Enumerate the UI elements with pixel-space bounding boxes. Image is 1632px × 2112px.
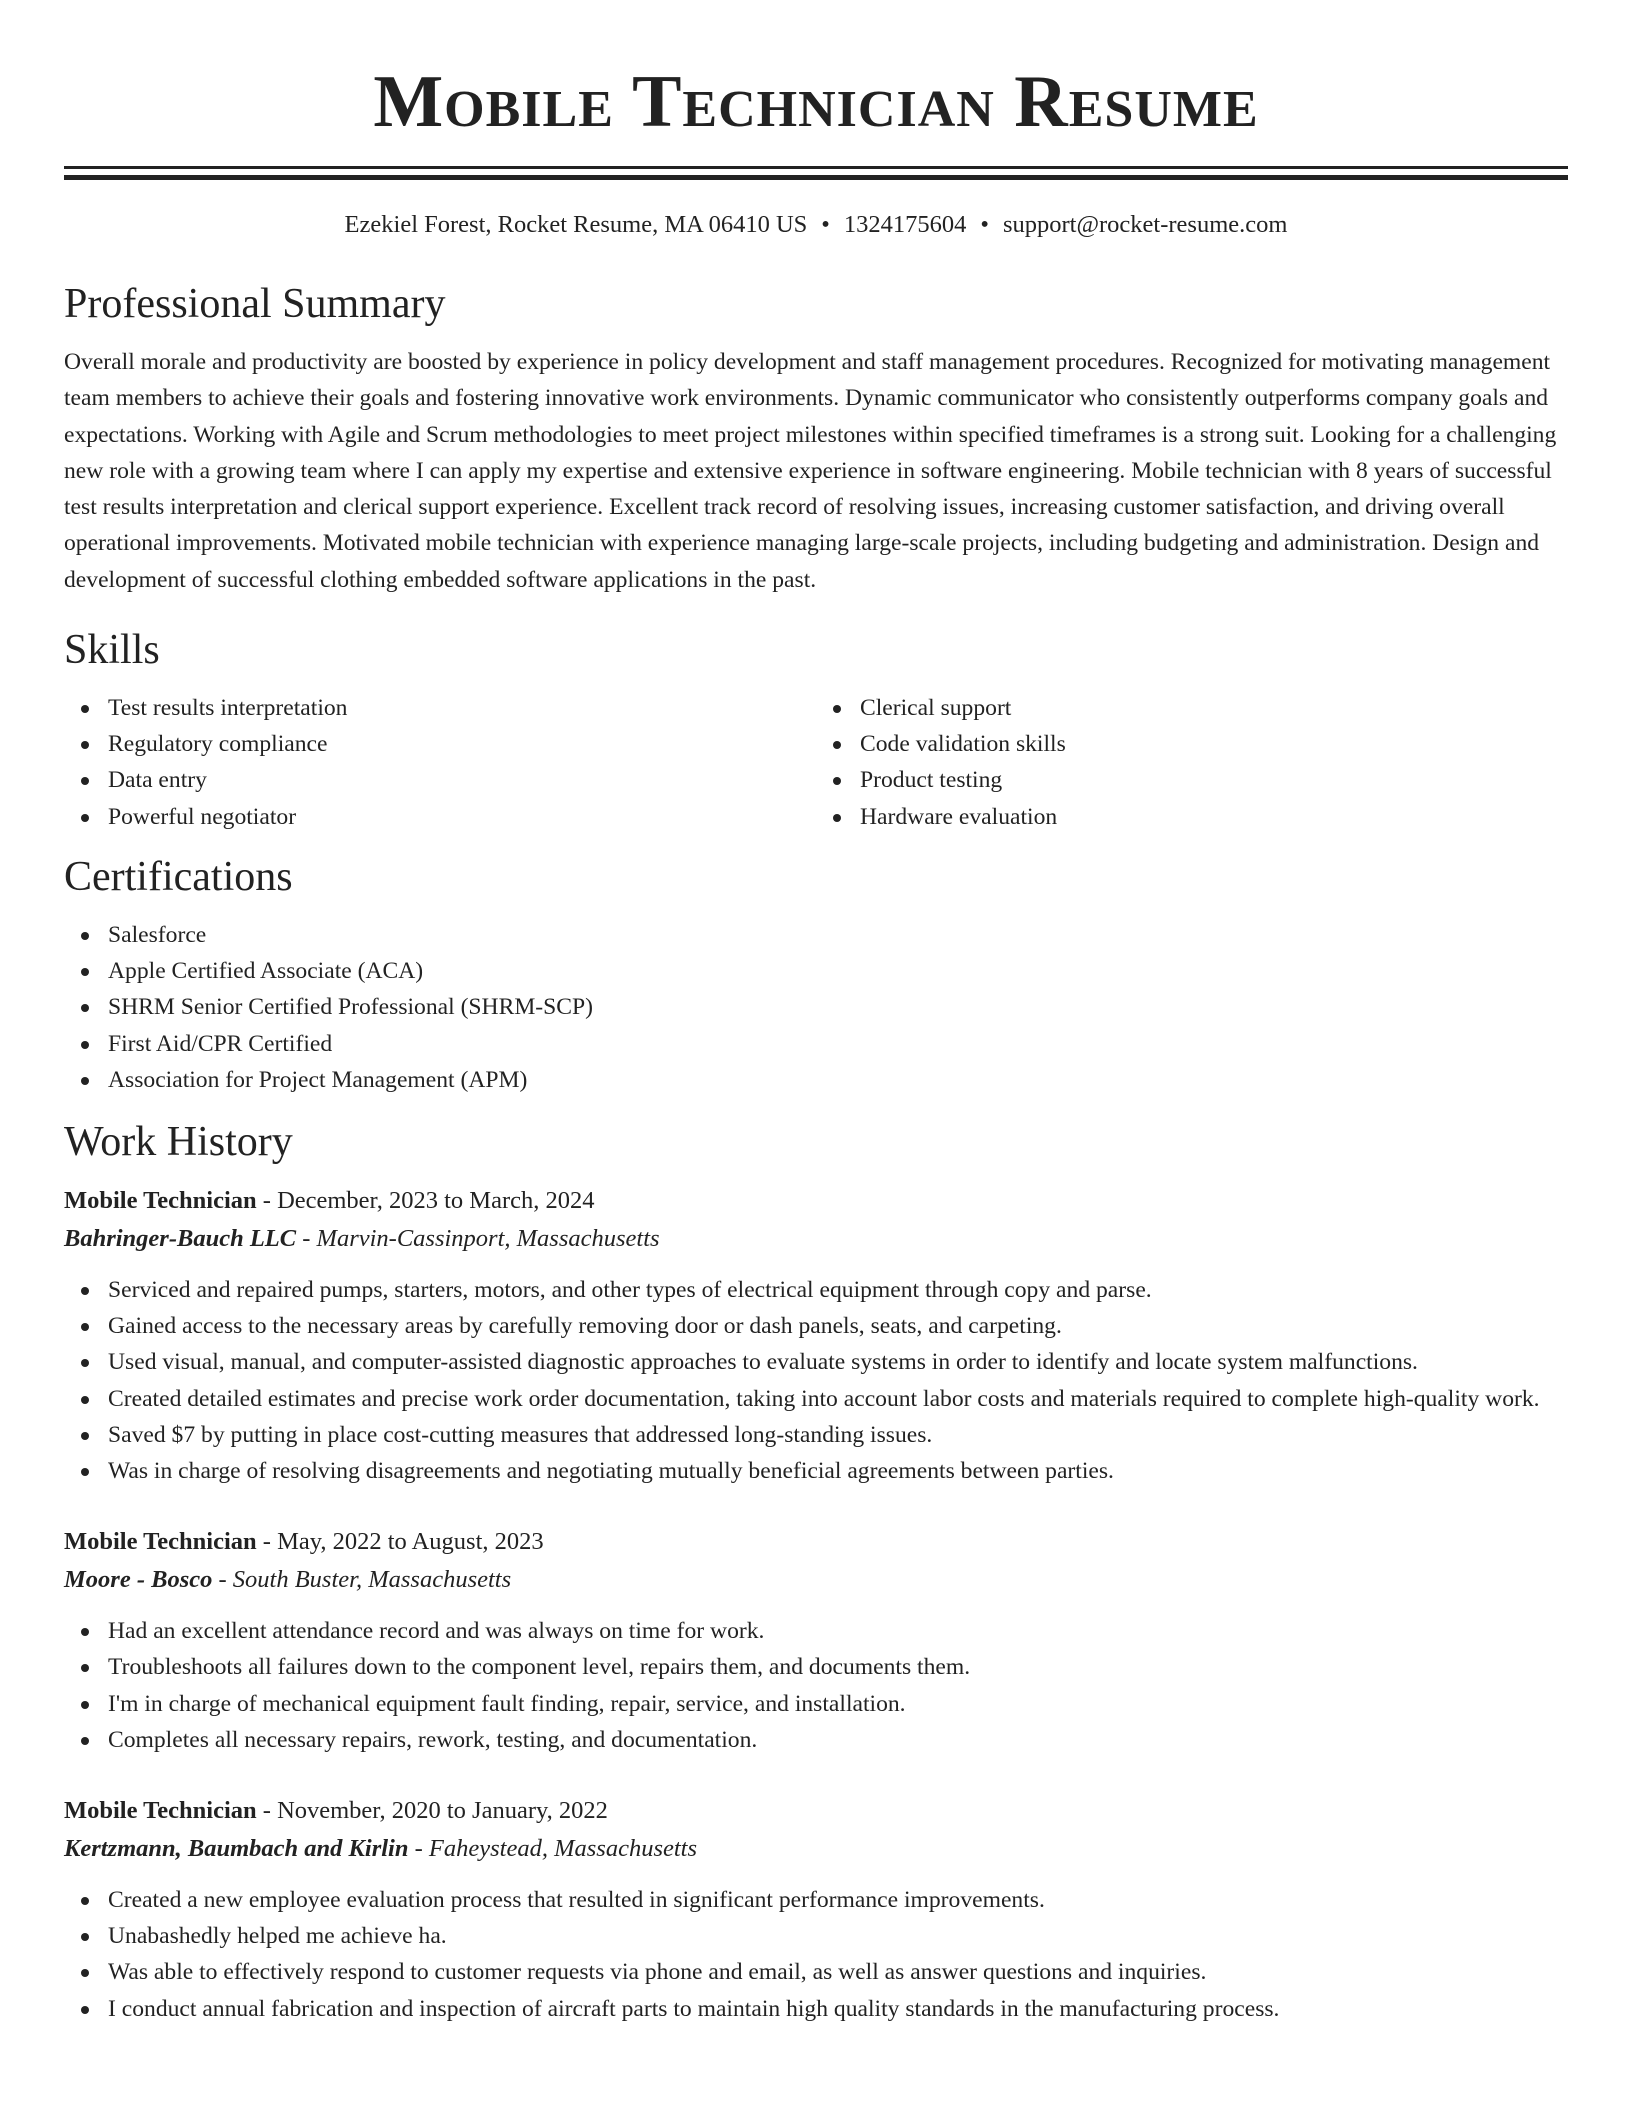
skills-heading: Skills [64, 627, 160, 674]
job-bullet: Created a new employee evaluation process that resulted in significant performance improvements. [108, 1882, 1568, 1918]
job-bullet: Had an excellent attendance record and was always on time for work. [108, 1613, 1568, 1649]
contact-address: Ezekiel Forest, Rocket Resume, MA 06410 US [344, 211, 808, 238]
job-location: Marvin-Cassinport, Massachusetts [316, 1224, 660, 1252]
job-location: Faheystead, Massachusetts [428, 1834, 697, 1862]
job-bullet: I'm in charge of mechanical equipment fault finding, repair, service, and installation. [108, 1686, 1568, 1722]
job-title-line: Mobile Technician - May, 2022 to August, 2023 [64, 1528, 544, 1556]
job-title-line: Mobile Technician - November, 2020 to January, 2022 [64, 1796, 608, 1824]
summary-text: Overall morale and productivity are boosted by experience in policy development and staff management procedures. Recognized for motivating management team members to achieve their goals and fostering innovative work environments. Dynamic communicator who consistently outperforms company goals and expectations. Working with Agile and Scrum methodologies to meet project milestones within specified timeframes is a strong suit. Looking for a challenging new role with a growing team where I can apply my expertise and extensive experience in software engineering. Mobile technician with 8 years of successful test results interpretation and clerical support experience. Excellent track record of resolving issues, increasing customer satisfaction, and driving overall operational improvements. Motivated mobile technician with experience managing large-scale projects, including budgeting and administration. Design and development of successful clothing embedded software applications in the past. [64, 349, 1557, 593]
job-bullet: Was in charge of resolving disagreements and negotiating mutually beneficial agreements between parties. [108, 1453, 1568, 1489]
job-bullet: Serviced and repaired pumps, starters, motors, and other types of electrical equipment through copy and parse. [108, 1272, 1568, 1308]
job-bullet: Created detailed estimates and precise work order documentation, taking into account labor costs and materials required to complete high-quality work. [108, 1381, 1568, 1417]
resume-page [64, 0, 1568, 2027]
job-company-line: Kertzmann, Baumbach and Kirlin - Faheystead, Massachusetts [64, 1834, 697, 1862]
job-entry [64, 1523, 1568, 1758]
job-location: South Buster, Massachusetts [232, 1566, 512, 1594]
skill-item: Product testing [860, 762, 1568, 798]
skills-column-right [816, 690, 1568, 835]
job-company: Moore - Bosco [64, 1566, 213, 1594]
certification-item: SHRM Senior Certified Professional (SHRM-SCP) [108, 989, 1568, 1025]
contact-line [64, 210, 1568, 240]
skill-item: Code validation skills [860, 726, 1568, 762]
skill-item: Hardware evaluation [860, 799, 1568, 835]
contact-separator: • [821, 211, 830, 238]
job-entry [64, 1792, 1568, 2027]
job-bullet: Troubleshoots all failures down to the component level, repairs them, and documents them. [108, 1649, 1568, 1685]
job-title: Mobile Technician [64, 1796, 257, 1824]
job-company-line: Moore - Bosco - South Buster, Massachusetts [64, 1566, 512, 1594]
skills-column-left [64, 690, 816, 835]
job-dates: May, 2022 to August, 2023 [277, 1528, 544, 1556]
job-dates: November, 2020 to January, 2022 [277, 1796, 608, 1824]
job-bullet: Was able to effectively respond to customer requests via phone and email, as well as answer questions and inquiries. [108, 1954, 1568, 1990]
contact-separator: • [980, 211, 989, 238]
contact-email: support@rocket-resume.com [1002, 211, 1288, 238]
job-bullets [64, 1272, 1568, 1489]
skill-item: Clerical support [860, 690, 1568, 726]
certifications-list [64, 917, 1568, 1098]
job-title-line: Mobile Technician - December, 2023 to March, 2024 [64, 1186, 595, 1214]
job-title: Mobile Technician [64, 1186, 257, 1214]
job-bullets [64, 1882, 1568, 2027]
certification-item: Salesforce [108, 917, 1568, 953]
job-bullet: Unabashedly helped me achieve ha. [108, 1918, 1568, 1954]
job-bullets [64, 1613, 1568, 1758]
job-bullet: Gained access to the necessary areas by carefully removing door or dash panels, seats, and carpeting. [108, 1308, 1568, 1344]
skill-item: Powerful negotiator [108, 799, 816, 835]
skill-item: Regulatory compliance [108, 726, 816, 762]
job-company: Bahringer-Bauch LLC [64, 1224, 297, 1252]
certification-item: Apple Certified Associate (ACA) [108, 953, 1568, 989]
work-history-heading: Work History [64, 1118, 293, 1165]
job-title: Mobile Technician [64, 1528, 257, 1556]
job-bullet: Completes all necessary repairs, rework, testing, and documentation. [108, 1722, 1568, 1758]
certification-item: Association for Project Management (APM) [108, 1062, 1568, 1098]
skill-item: Test results interpretation [108, 690, 816, 726]
job-bullet: I conduct annual fabrication and inspection of aircraft parts to maintain high quality standards in the manufacturing process. [108, 1991, 1568, 2027]
job-entry [64, 1182, 1568, 1489]
skills-grid [64, 690, 1568, 835]
contact-phone: 1324175604 [843, 211, 967, 238]
certification-item: First Aid/CPR Certified [108, 1026, 1568, 1062]
certifications-heading: Certifications [64, 853, 293, 900]
resume-title: Mobile Technician Resume [373, 61, 1259, 143]
title-rule-bottom [64, 175, 1568, 180]
summary-heading: Professional Summary [64, 281, 446, 327]
job-bullet: Saved $7 by putting in place cost-cutting measures that addressed long-standing issues. [108, 1417, 1568, 1453]
job-bullet: Used visual, manual, and computer-assisted diagnostic approaches to evaluate systems in order to identify and locate system malfunctions. [108, 1344, 1568, 1380]
job-dates: December, 2023 to March, 2024 [277, 1186, 595, 1214]
title-rule-top [64, 166, 1568, 169]
job-company-line: Bahringer-Bauch LLC - Marvin-Cassinport, Massachusetts [64, 1224, 660, 1252]
skill-item: Data entry [108, 762, 816, 798]
job-company: Kertzmann, Baumbach and Kirlin [64, 1834, 409, 1862]
